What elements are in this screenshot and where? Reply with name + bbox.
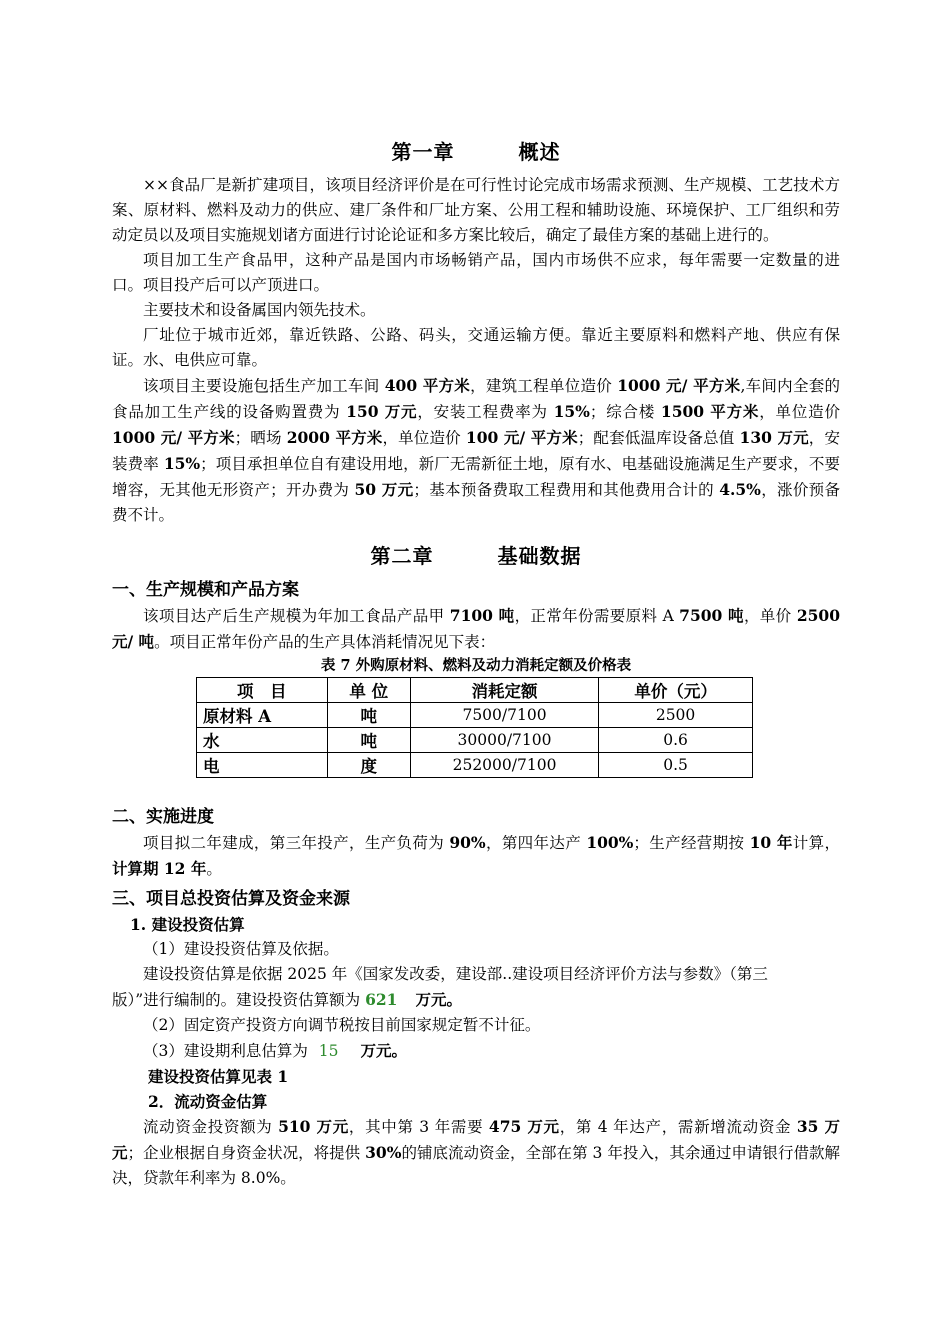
chapter-title: 概述 bbox=[518, 140, 561, 164]
interest-amount: 15 bbox=[318, 1042, 339, 1060]
investment-amount: 621 bbox=[365, 990, 398, 1009]
table-cell: 2500 bbox=[599, 703, 753, 728]
section-heading: 三、项目总投资估算及资金来源 bbox=[112, 889, 350, 909]
section-heading: 二、实施进度 bbox=[112, 807, 214, 827]
table-row bbox=[197, 703, 753, 728]
table-caption: 表 7 外购原材料、燃料及动力消耗定额及价格表 bbox=[320, 657, 632, 674]
table-header: 单 位 bbox=[327, 678, 410, 703]
paragraph: 厂址位于城市近郊，靠近铁路、公路、码头，交通运输方便。靠近主要原料和燃料产地、供应有保证。水、电供应可靠。 bbox=[112, 326, 840, 369]
paragraph-schedule: 项目拟二年建成，第三年投产，生产负荷为 90%，第四年达产 100%；生产经营期按 10 年计算，计算期 12 年。 bbox=[112, 833, 840, 878]
paragraph-working-capital: 流动资金投资额为 510 万元，其中第 3 年需要 475 万元，第 4 年达产，需新增流动资金 35 万元；企业根据自身资金状况，将提供 30%的铺底流动资金，全部在第 3 年投入，其余通过申请银行借款解决，贷款年利率为 8.0%。 bbox=[112, 1117, 840, 1187]
table-row bbox=[197, 728, 753, 753]
chapter-2-heading bbox=[112, 540, 840, 569]
paragraph-interest: （3）建设期利息估算为 15 万元。 bbox=[143, 1041, 408, 1060]
table-cell: 水 bbox=[197, 728, 328, 753]
chapter-number: 第二章 bbox=[370, 544, 434, 568]
table-cell: 电 bbox=[197, 753, 328, 778]
paragraph: 项目加工生产食品甲，这种产品是国内市场畅销产品，国内市场供不应求，每年需要一定数量的进口。项目投产后可以产顶进口。 bbox=[112, 251, 840, 294]
paragraph-production: 该项目达产后生产规模为年加工食品产品甲 7100 吨，正常年份需要原料 A 7500 吨，单价 2500 元/ 吨。项目正常年份产品的生产具体消耗情况见下表： bbox=[112, 606, 840, 651]
table-cell: 252000/7100 bbox=[410, 753, 598, 778]
table-cell: 0.6 bbox=[599, 728, 753, 753]
table-cell: 度 bbox=[327, 753, 410, 778]
paragraph-basis: 建设投资估算是依据 2025 年《国家发改委，建设部..建设项目经济评价方法与参数》（第三 bbox=[143, 965, 768, 983]
table-cell: 30000/7100 bbox=[410, 728, 598, 753]
subsection-heading: 2．流动资金估算 bbox=[148, 1092, 268, 1111]
table-cell: 吨 bbox=[327, 728, 410, 753]
paragraph: （1）建设投资估算及依据。 bbox=[143, 940, 339, 958]
table-cell: 0.5 bbox=[599, 753, 753, 778]
table-cell: 吨 bbox=[327, 703, 410, 728]
table-header: 项 目 bbox=[197, 678, 328, 703]
table-header: 单价（元） bbox=[599, 678, 753, 703]
document-page bbox=[112, 130, 840, 1191]
paragraph-facilities: 该项目主要设施包括生产加工车间 400 平方米，建筑工程单位造价 1000 元/ 平方米,车间内全套的食品加工生产线的设备购置费为 150 万元，安装工程费率为 15%；综合楼 1500 平方米，单位造价 1000 元/ 平方米；晒场 2000 平方米，单位造价 100 元/ 平方米；配套低温库设备总值 130 万元，安装费率 15%；项目承担单位自有建设用地，新厂无需新征土地，原有水、电基础设施满足生产要求，不要增容，无其他无形资产；开办费为 50 万元；基本预备费取工程费用和其他费用合计的 4.5%，涨价预备费不计。 bbox=[112, 376, 840, 524]
consumption-table bbox=[196, 677, 753, 778]
subsection-heading: 1. 建设投资估算 bbox=[130, 915, 245, 934]
table-reference: 建设投资估算见表 1 bbox=[148, 1067, 289, 1086]
chapter-1-heading bbox=[112, 136, 840, 165]
table-cell: 7500/7100 bbox=[410, 703, 598, 728]
paragraph: ××食品厂是新扩建项目，该项目经济评价是在可行性讨论完成市场需求预测、生产规模、工艺技术方案、原材料、燃料及动力的供应、建厂条件和厂址方案、公用工程和辅助设施、环境保护、工厂组织和劳动定员以及项目实施规划诸方面进行讨论论证和多方案比较后，确定了最佳方案的基础上进行的。 bbox=[112, 176, 840, 244]
paragraph-basis-cont: 版）”进行编制的。建设投资估算额为 621 万元。 bbox=[112, 990, 462, 1009]
section-heading: 一、生产规模和产品方案 bbox=[112, 580, 299, 600]
table-row bbox=[197, 753, 753, 778]
table-cell: 原材料 A bbox=[197, 703, 328, 728]
paragraph: （2）固定资产投资方向调节税按目前国家规定暂不计征。 bbox=[143, 1016, 541, 1034]
table-header-row bbox=[197, 678, 753, 703]
chapter-number: 第一章 bbox=[391, 140, 455, 164]
paragraph: 主要技术和设备属国内领先技术。 bbox=[143, 301, 376, 319]
chapter-title: 基础数据 bbox=[497, 544, 582, 568]
table-header: 消耗定额 bbox=[410, 678, 598, 703]
